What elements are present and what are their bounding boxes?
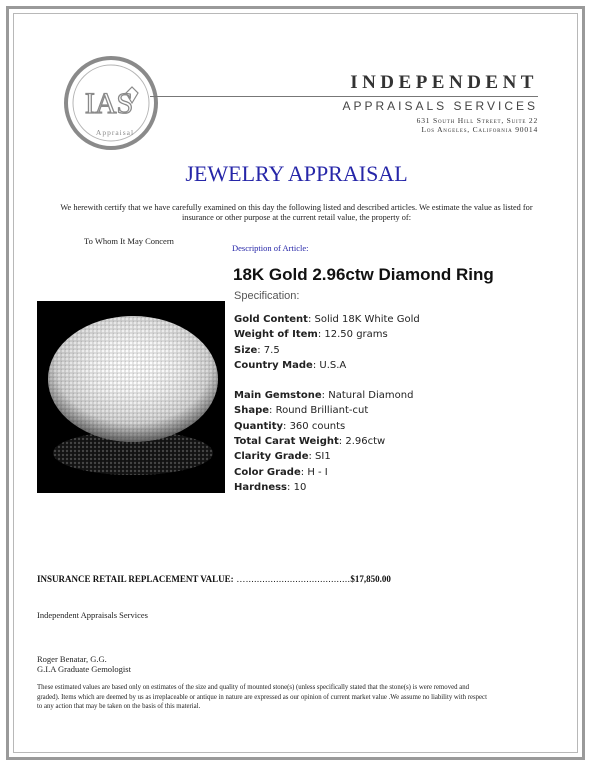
spec-row-color: Color Grade: H - I [234, 466, 328, 478]
insurance-value: $17,850.00 [350, 574, 391, 584]
company-subtitle: APPRAISALS SERVICES [342, 99, 538, 113]
spec-row-size: Size: 7.5 [234, 344, 280, 356]
spec-row-gemstone: Main Gemstone: Natural Diamond [234, 390, 414, 402]
description-label: Description of Article: [232, 243, 309, 253]
header-divider [150, 96, 538, 97]
address-line-1: 631 South Hill Street, Suite 22 [416, 116, 538, 125]
item-title: 18K Gold 2.96ctw Diamond Ring [233, 265, 494, 284]
recipient: To Whom It May Concern [84, 236, 174, 246]
spec-row-hardness: Hardness: 10 [234, 481, 307, 493]
insurance-label: INSURANCE RETAIL REPLACEMENT VALUE: [37, 574, 234, 584]
spec-row-weight: Weight of Item: 12.50 grams [234, 329, 388, 341]
spec-row-clarity: Clarity Grade: SI1 [234, 451, 331, 463]
document-title: JEWELRY APPRAISAL [185, 161, 408, 186]
spec-row-country: Country Made: U.S.A [234, 359, 347, 371]
certification-statement: We herewith certify that we have carefully examined on this day the following listed and described articles. We estimate the value as listed for insurance or other purpose at the current retail value, the property of: [60, 203, 533, 222]
specification-label: Specification: [234, 290, 300, 302]
spec-row-carat: Total Carat Weight: 2.96ctw [234, 436, 386, 448]
logo-text: IAS [84, 87, 134, 120]
address-line-2: Los Angeles, California 90014 [421, 125, 538, 134]
company-logo [63, 55, 159, 151]
logo-subtext: Appraisal [95, 128, 135, 137]
signer-title: G.I.A Graduate Gemologist [37, 664, 131, 674]
footer-company: Independent Appraisals Services [37, 610, 148, 620]
signer-name: Roger Benatar, G.G. [37, 654, 107, 664]
ring-photo [37, 301, 225, 493]
spec-row-gold-content: Gold Content: Solid 18K White Gold [234, 314, 420, 325]
specifications-list [234, 312, 564, 495]
company-name: INDEPENDENT [350, 72, 538, 93]
spec-row-quantity: Quantity: 360 counts [234, 420, 346, 432]
insurance-value-line: INSURANCE RETAIL REPLACEMENT VALUE: …......................................$17,850.00 [37, 574, 391, 584]
disclaimer: These estimated values are based only on estimates of the size and quality of mounted stone(s) (unless specifically stated that the stone(s) is were removed and graded). Items which are deemed by us as irreplaceable or antique in nature are expressed as our opinion of current market value .We assume no liability with respect to any action that may be taken on the basis of this material. [37, 684, 487, 710]
spec-row-shape: Shape: Round Brilliant-cut [234, 405, 369, 417]
